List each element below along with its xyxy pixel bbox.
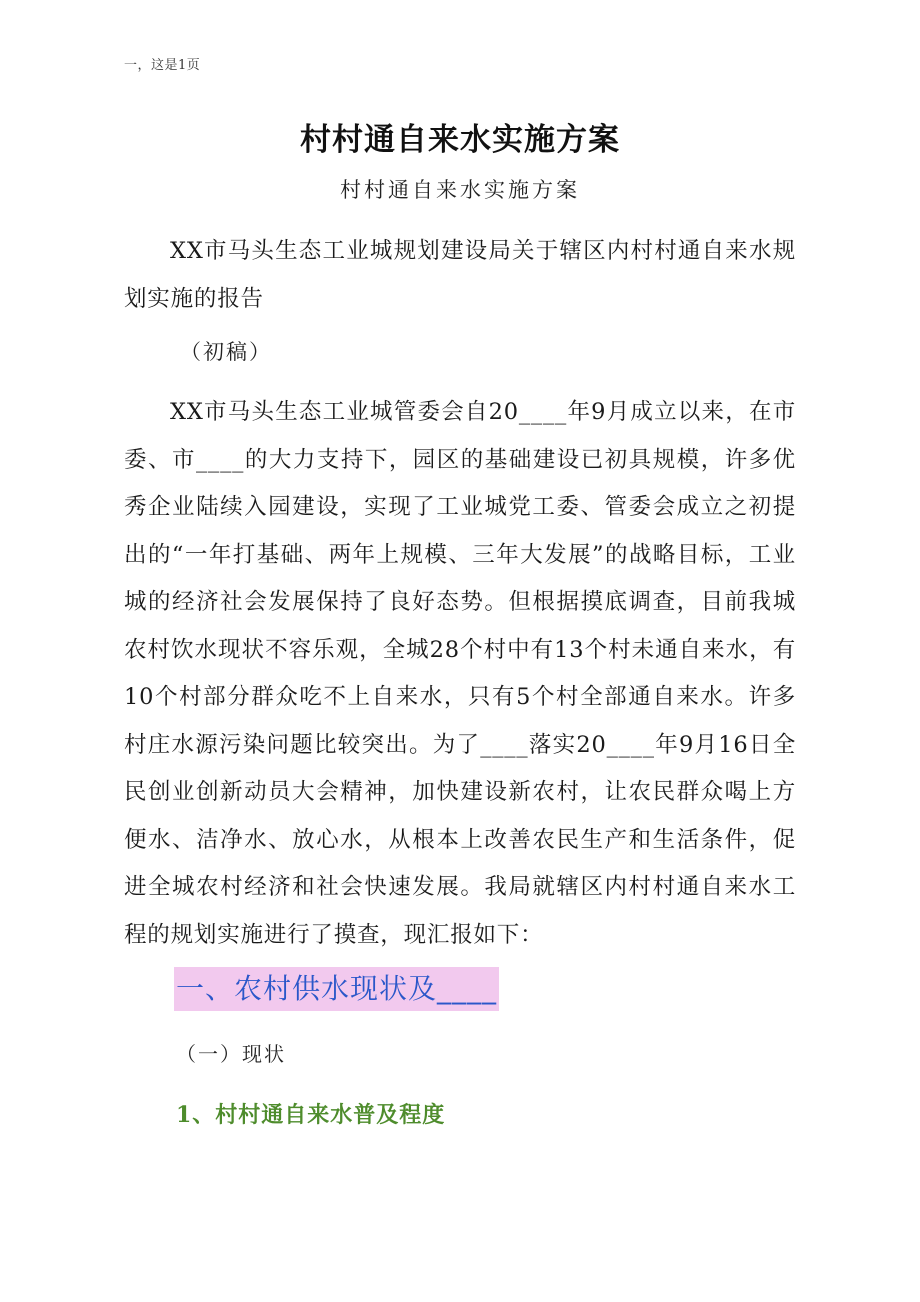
- draft-note: （初稿）: [180, 340, 272, 364]
- report-title: XX市马头生态工业城规划建设局关于辖区内村村通自来水规划实施的报告: [124, 238, 796, 312]
- intro-paragraph: XX市马头生态工业城管委会自20____年9月成立以来，在市委、市____的大力支持下，园区的基础建设已初具规模，许多优秀企业陆续入园建设，实现了工业城党工委、管委会成立之初提出的“一年打基础、两年上规模、三年大发展”的战略目标，工业城的经济社会发展保持了良好态势。但根据摸底调查，目前我城农村饮水现状不容乐观，全城28个村中有13个村未通自来水，有10个村部分群众吃不上自来水，只有5个村全部通自来水。许多村庄水源污染问题比较突出。为了____落实20____年9月16日全民创业创新动员大会精神，加快建设新农村，让农民群众喝上方便水、洁净水、放心水，从根本上改善农民生产和生活条件，促进全城农村经济和社会快速发展。我局就辖区内村村通自来水工程的规划实施进行了摸查，现汇报如下：: [124, 399, 796, 948]
- document-title: 村村通自来水实施方案: [300, 122, 620, 158]
- item-heading: 1、村村通自来水普及程度: [176, 1102, 446, 1128]
- section-heading: 一、农村供水现状及____: [174, 967, 499, 1011]
- page-note: 一，这是1页: [124, 58, 201, 73]
- document-subtitle: 村村通自来水实施方案: [340, 178, 580, 202]
- sub-heading: （一）现状: [176, 1042, 286, 1066]
